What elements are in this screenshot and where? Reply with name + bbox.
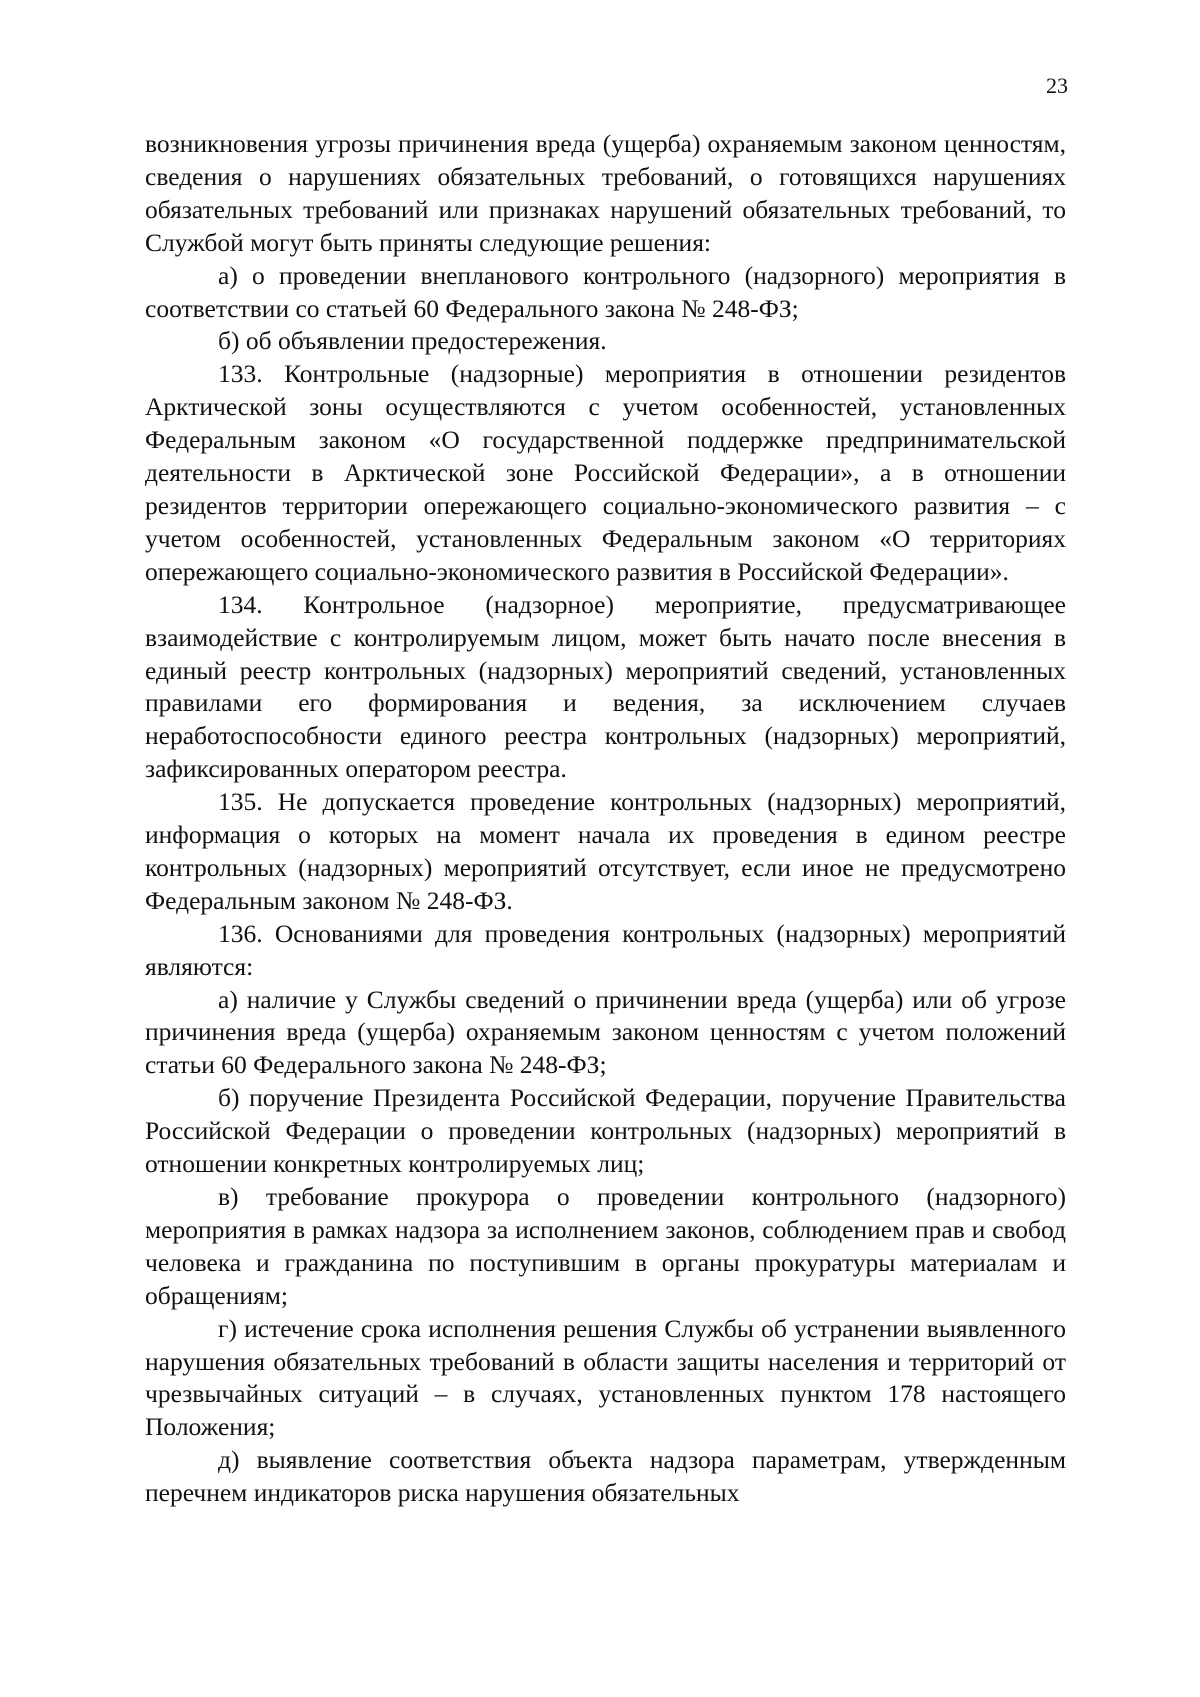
paragraph-136-item-g: г) истечение срока исполнения решения Службы об устранении выявленного нарушения обязательных требований в области защиты населения и территорий от чрезвычайных ситуаций – в случаях, установленных пунктом 178 настоящего Положения;	[145, 1313, 1066, 1442]
page-number: 23	[1046, 73, 1068, 98]
paragraph-135: 135. Не допускается проведение контрольных (надзорных) мероприятий, информация о которых на момент начала их проведения в едином реестре контрольных (надзорных) мероприятий отсутствует, если иное не предусмотрено Федеральным законом № 248-ФЗ.	[145, 787, 1066, 915]
paragraph-133: 133. Контрольные (надзорные) мероприятия в отношении резидентов Арктической зоны осуществляются с учетом особенностей, установленных Федеральным законом «О государственной поддержке предпринимательской деятельности в Арктической зоне Российской Федерации», а в отношении резидентов территории опережающего социально-экономического развития – с учетом особенностей, установленных Федеральным законом «О территориях опережающего социально-экономического развития в Российской Федерации».	[145, 359, 1066, 586]
paragraph-136-item-b: б) поручение Президента Российской Федерации, поручение Правительства Российской Федерации о проведении контрольных (надзорных) мероприятий в отношении конкретных контролируемых лиц;	[145, 1083, 1066, 1179]
paragraph-136-item-v: в) требование прокурора о проведении контрольного (надзорного) мероприятия в рамках надзора за исполнением законов, соблюдением прав и свобод человека и гражданина по поступившим в органы прокуратуры материалам и обращениям;	[145, 1182, 1066, 1310]
paragraph-intro: возникновения угрозы причинения вреда (ущерба) охраняемым законом ценностям, сведения о нарушениях обязательных требований, о готовящихся нарушениях обязательных требований или признаках нарушений обязательных требований, то Службой могут быть приняты следующие решения:	[145, 129, 1066, 257]
paragraph-item-a-unscheduled: а) о проведении внепланового контрольного (надзорного) мероприятия в соответствии со статьей 60 Федерального закона № 248-ФЗ;	[145, 260, 1066, 323]
paragraph-136-item-d: д) выявление соответствия объекта надзора параметрам, утвержденным перечнем индикаторов риска нарушения обязательных	[145, 1445, 1066, 1508]
document-body	[145, 128, 1066, 1510]
paragraph-134: 134. Контрольное (надзорное) мероприятие, предусматривающее взаимодействие с контролируемым лицом, может быть начато после внесения в единый реестр контрольных (надзорных) мероприятий сведений, установленных правилами его формирования и ведения, за исключением случаев неработоспособности единого реестра контрольных (надзорных) мероприятий, зафиксированных оператором реестра.	[145, 589, 1066, 784]
paragraph-136-item-a: а) наличие у Службы сведений о причинении вреда (ущерба) или об угрозе причинения вреда (ущерба) охраняемым законом ценностям с учетом положений статьи 60 Федерального закона № 248-ФЗ;	[145, 984, 1066, 1080]
paragraph-item-b-warning: б) об объявлении предостережения.	[218, 326, 607, 356]
paragraph-136: 136. Основаниями для проведения контрольных (надзорных) мероприятий являются:	[145, 918, 1066, 981]
